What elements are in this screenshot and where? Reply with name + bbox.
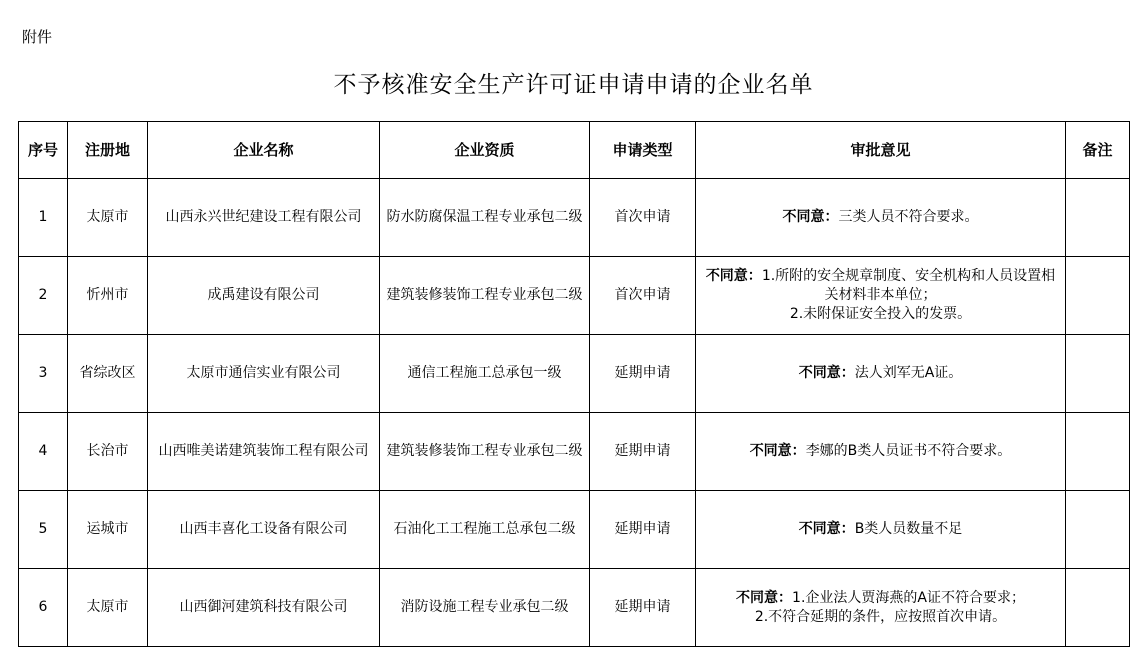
opinion-label: 不同意： (736, 589, 793, 606)
cell-company: 山西丰喜化工设备有限公司 (148, 491, 380, 569)
opinion-text: 2.未附保证安全投入的发票。 (789, 306, 972, 322)
cell-type: 首次申请 (590, 179, 696, 257)
header-remark: 备注 (1066, 122, 1130, 179)
cell-company: 山西御河建筑科技有限公司 (148, 569, 380, 647)
cell-remark (1066, 335, 1130, 413)
cell-place: 运城市 (68, 491, 148, 569)
header-no: 序号 (19, 122, 68, 179)
cell-opinion (696, 413, 1066, 491)
header-type: 申请类型 (590, 122, 696, 179)
cell-remark (1066, 413, 1130, 491)
cell-remark (1066, 179, 1130, 257)
header-company: 企业名称 (148, 122, 380, 179)
cell-opinion (696, 335, 1066, 413)
cell-no: 6 (19, 569, 68, 647)
cell-no: 2 (19, 257, 68, 335)
cell-remark (1066, 491, 1130, 569)
opinion-text: B类人员数量不足 (854, 521, 963, 537)
table-row (19, 257, 1130, 335)
table-row (19, 335, 1130, 413)
enterprise-table (18, 121, 1130, 647)
cell-place: 长治市 (68, 413, 148, 491)
cell-no: 3 (19, 335, 68, 413)
opinion-label: 不同意： (798, 365, 855, 381)
table-row (19, 569, 1130, 647)
opinion-label: 不同意： (705, 268, 762, 284)
cell-place: 太原市 (68, 179, 148, 257)
opinion-label: 不同意： (798, 521, 855, 537)
opinion-text: 2.不符合延期的条件，应按照首次申请。 (754, 608, 1007, 625)
opinion-text: 1.企业法人贾海燕的A证不符合要求； (792, 589, 1025, 606)
header-qualification: 企业资质 (380, 122, 590, 179)
cell-company: 太原市通信实业有限公司 (148, 335, 380, 413)
header-opinion: 审批意见 (696, 122, 1066, 179)
cell-remark (1066, 257, 1130, 335)
cell-place: 太原市 (68, 569, 148, 647)
cell-qualification: 建筑装修装饰工程专业承包二级 (380, 257, 590, 335)
cell-qualification: 消防设施工程专业承包二级 (380, 569, 590, 647)
cell-no: 1 (19, 179, 68, 257)
cell-type: 延期申请 (590, 491, 696, 569)
table-row (19, 413, 1130, 491)
cell-company: 山西唯美诺建筑装饰工程有限公司 (148, 413, 380, 491)
cell-qualification: 石油化工工程施工总承包二级 (380, 491, 590, 569)
cell-company: 成禹建设有限公司 (148, 257, 380, 335)
cell-qualification: 防水防腐保温工程专业承包二级 (380, 179, 590, 257)
cell-qualification: 建筑装修装饰工程专业承包二级 (380, 413, 590, 491)
cell-opinion (696, 257, 1066, 335)
cell-no: 5 (19, 491, 68, 569)
cell-company: 山西永兴世纪建设工程有限公司 (148, 179, 380, 257)
opinion-text: 法人刘军无A证。 (854, 365, 963, 381)
cell-remark (1066, 569, 1130, 647)
cell-type: 延期申请 (590, 569, 696, 647)
header-place: 注册地 (68, 122, 148, 179)
cell-place: 省综改区 (68, 335, 148, 413)
cell-type: 首次申请 (590, 257, 696, 335)
cell-opinion (696, 569, 1066, 647)
opinion-text: 三类人员不符合要求。 (838, 209, 979, 225)
opinion-label: 不同意： (749, 443, 806, 459)
table-row (19, 491, 1130, 569)
cell-type: 延期申请 (590, 335, 696, 413)
attachment-label: 附件 (22, 28, 53, 46)
page-title: 不予核准安全生产许可证申请申请的企业名单 (333, 72, 814, 98)
cell-no: 4 (19, 413, 68, 491)
opinion-text: 李娜的B类人员证书不符合要求。 (805, 443, 1012, 459)
cell-place: 忻州市 (68, 257, 148, 335)
opinion-text: 1.所附的安全规章制度、安全机构和人员设置相关材料非本单位； (761, 268, 1056, 303)
table-header-row (19, 122, 1130, 179)
table-row (19, 179, 1130, 257)
cell-opinion (696, 491, 1066, 569)
cell-type: 延期申请 (590, 413, 696, 491)
cell-qualification: 通信工程施工总承包一级 (380, 335, 590, 413)
cell-opinion (696, 179, 1066, 257)
opinion-label: 不同意： (782, 209, 839, 225)
